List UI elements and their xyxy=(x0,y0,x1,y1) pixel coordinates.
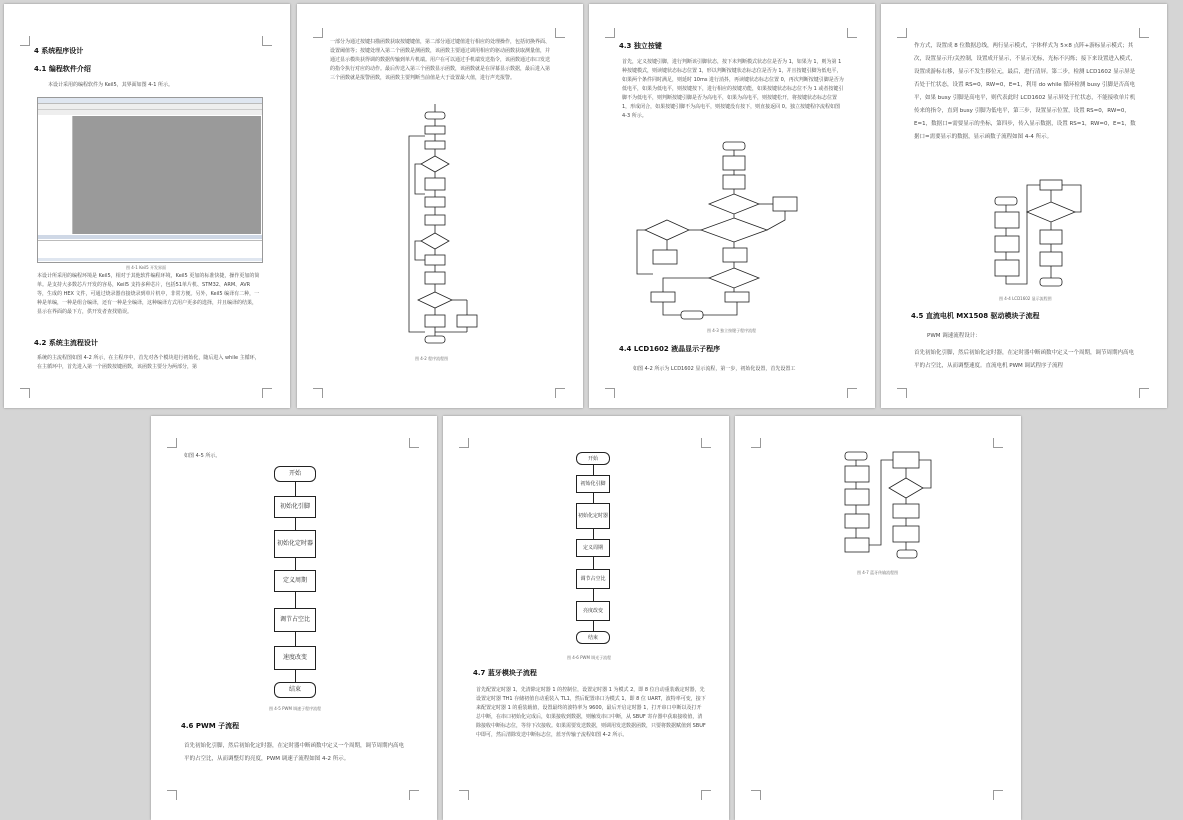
heading-4-3: 4.3 独立按键 xyxy=(619,42,662,50)
flow-node-start: 开始 xyxy=(576,452,610,465)
section-4-7-text: 首先配置定时器 1，先清除定时器 1 的控制位，设置定时器 1 为模式 2，即 8 位自动重装载定时器，先设置定时器 TH1 存储初值自动重装入 TL1，然后配置串口为模式 1，即 8 位 UART，波特率可变，接下来配置定时器 1 的重装载值，设置最终的波特率为 9600，最后开启定时器 1，打开串口中断以及打开总中断，在串口初始化完成后，如果接收到数据，则触发串口中断，从 SBUF 寄存器中获取接收值，清除接收中断标志位，等待下次接收。如果需要发送数据，则调用发送数据函数，只要将数据赋值到 SBUF 中即可，然后清除发送中断标志位，蓝牙传输子流程如图 4-2 所示。 xyxy=(476,687,706,738)
heading-4-2: 4.2 系统主流程设计 xyxy=(34,339,98,347)
flow-node-define-period: 定义周期 xyxy=(274,570,316,592)
section-4-2-text: 系统的主流程图如图 4-2 所示，在主程序中，首先对各个模块进行初始化，随后进入 while 主循环，在主循环中，首先进入第一个函数按键函数，该函数主要分为两部分，第 xyxy=(37,355,260,370)
figure-4-6-caption: 图 4-6 PWM 调光子流程 xyxy=(567,655,612,660)
page-4 xyxy=(881,4,1167,408)
flow-node-init-timer: 初始化定时器 xyxy=(576,503,610,529)
bluetooth-flowchart xyxy=(735,416,1021,820)
intro-text: 本设计采用的编程软件为 Keil5，其界面如图 4-1 所示。 xyxy=(48,82,174,88)
heading-4: 4 系统程序设计 xyxy=(34,47,84,55)
figure-4-7-caption: 图 4-7 蓝牙传输流程图 xyxy=(857,570,899,575)
flow-node-init-pins: 初始化引脚 xyxy=(274,496,316,518)
body-text: 作方式，设置成 8 位数据总线，两行显示模式，字体样式为 5×8 点阵+游标显示模式；其次，设置显示开/关控制，设置成开显示，不显示光标，光标不闪烁；接下来设置进入模式，设置成游标右移，显示不发生移位元，最后，进行清屏。第二步，检测 LCD1602 显示屏是否处于忙状态，设置 RS=0，RW=0，E=1，利用 do while 循环检测 busy 引脚是否高电平，如果 busy 引脚是高电平，则代表此时 LCD1602 显示屏处于忙状态，不能接收单片机传来的指令，直到 busy 引脚为低电平，第三步，设置显示位置，设置 RS=0，RW=0，E=1，数据口=需要显示的坐标，第四步，传入显示数据，设置 RS=1，RW=0，E=1，数据口=需要显示的数据，显示函数子流程如图 4-4 所示。 xyxy=(914,43,1136,140)
section-4-5-subtitle: PWM 调速流程设计： xyxy=(927,333,981,339)
body-text: 本设计所采用的编程环境是 Keil5，相对于其他软件编程环境，Keil5 更加的标准快捷，操作更加的简单。是支持大多数芯片开发的容易，Keil5 支持多种芯片，包括51单片机、STM32、ARM、AVR 等，生成的 HEX 文件，可通过烧录器直接烧录到单片机中，非常方便。另外，Keil5 编译有二种，一种是单编，一种是组合编译，还有一种是全编译，这种编译方式用户更多的选择，并且编译的结果，显示在界面的最下方，供开发者查找错误。 xyxy=(37,273,260,315)
section-4-6-text: 首先初始化引脚，然后初始化定时器，在定时器中断函数中定义一个周期，调节周期内高电平的占空比，从而调整灯的亮度，PWM 调速子流程如图 4-2 所示。 xyxy=(184,743,405,762)
keil-screenshot-image xyxy=(37,97,263,263)
flow-node-speed-change: 速度改变 xyxy=(274,646,316,670)
flow-node-init-timer: 初始化定时器 xyxy=(274,530,316,558)
flow-node-init-pins: 初始化引脚 xyxy=(576,475,610,493)
flow-node-define-period: 定义周期 xyxy=(576,539,610,557)
page-7 xyxy=(735,416,1021,820)
heading-4-6: 4.6 PWM 子流程 xyxy=(181,722,240,730)
page-1 xyxy=(4,4,290,408)
main-flowchart xyxy=(297,4,583,408)
figure-4-2-caption: 图 4-2 程序流程图 xyxy=(415,356,449,361)
heading-4-5: 4.5 直流电机 MX1508 驱动模块子流程 xyxy=(911,312,1040,320)
heading-4-4: 4.4 LCD1602 液晶显示子程序 xyxy=(619,345,721,353)
flow-node-brightness-change: 亮度改变 xyxy=(576,601,610,621)
body-text: 如图 4-5 所示。 xyxy=(184,453,221,459)
flow-node-adjust-duty: 调节占空比 xyxy=(576,569,610,589)
page-5 xyxy=(151,416,437,820)
heading-4-7: 4.7 蓝牙模块子流程 xyxy=(473,669,537,677)
flow-node-end: 结束 xyxy=(274,682,316,698)
page-3 xyxy=(589,4,875,408)
figure-4-1-caption: 图 4-1 Keil5 开发界面 xyxy=(126,265,166,270)
page-2 xyxy=(297,4,583,408)
flow-node-start: 开始 xyxy=(274,466,316,482)
flow-node-adjust-duty: 调节占空比 xyxy=(274,608,316,632)
section-4-4-text: 如图 4-2 所示为 LCD1602 显示流程，第一步，初始化设置，首先设置工 xyxy=(633,366,796,372)
heading-4-1: 4.1 编程软件介绍 xyxy=(34,65,91,73)
body-text: 一部分为通过按键扫描函数获取按键键值，第二部分通过键值进行相应的处理操作，包括切换界面、设置阈值等；按键处理入第二个函数是测函数，该函数主要通过调用相应的驱动函数获取测量值，并通过显示模块获得调的数据传输到单片机端。用户在可以通过手机端发送指令，该函数通过串口发送的指令执行对应的动作。最后传送入第三个函数显示函数，该函数就是在屏幕显示数据，最后进入第三个函数就是报警函数，该函数主要判断当前值是大于设置最大值，进行声光报警。 xyxy=(330,39,551,81)
body-text: 首先，定义按键引脚，进行判断该引脚状态，按下未判断模式状态位是否为 1，如果为 1，则为第 1 种按键模式，则读键状态标志位置 1，形以判断按键状态标志位是否为 1，并且按键引脚为低电平，如果两个条件同时满足，则延时 10ms 进行消抖，再读键状态标志位置 0，再次判断按键引脚是否为低电平，如果为低电平，则按键按下，进行相应的按键功能，如果按键状态标志位不为 1 或者按键引脚不为低电平，则判断按键引脚是否为高电平，如果为高电平，则按键松开，将按键状态标志位置 1，形成闭合，如果按键引脚不为高电平，则按键没有按下，则直接返回 0。独立按键程序流程如图 4-3 所示。 xyxy=(622,59,844,119)
figure-4-4-caption: 图 4-4 LCD1602 显示流程图 xyxy=(999,296,1052,301)
flow-node-end: 结束 xyxy=(576,631,610,644)
section-4-5-text: 首先初始化引脚，然后初始化定时器，在定时器中断函数中定义一个周期，调节周期内高电平的占空比，从而调整速度。直流电机 PWM 调试程序子流程 xyxy=(914,350,1135,369)
page-6 xyxy=(443,416,729,820)
figure-4-5-caption: 图 4-5 PWM 调速子程序流程 xyxy=(269,706,322,711)
figure-4-3-caption: 图 4-3 独立按键子程序流程 xyxy=(707,328,757,333)
